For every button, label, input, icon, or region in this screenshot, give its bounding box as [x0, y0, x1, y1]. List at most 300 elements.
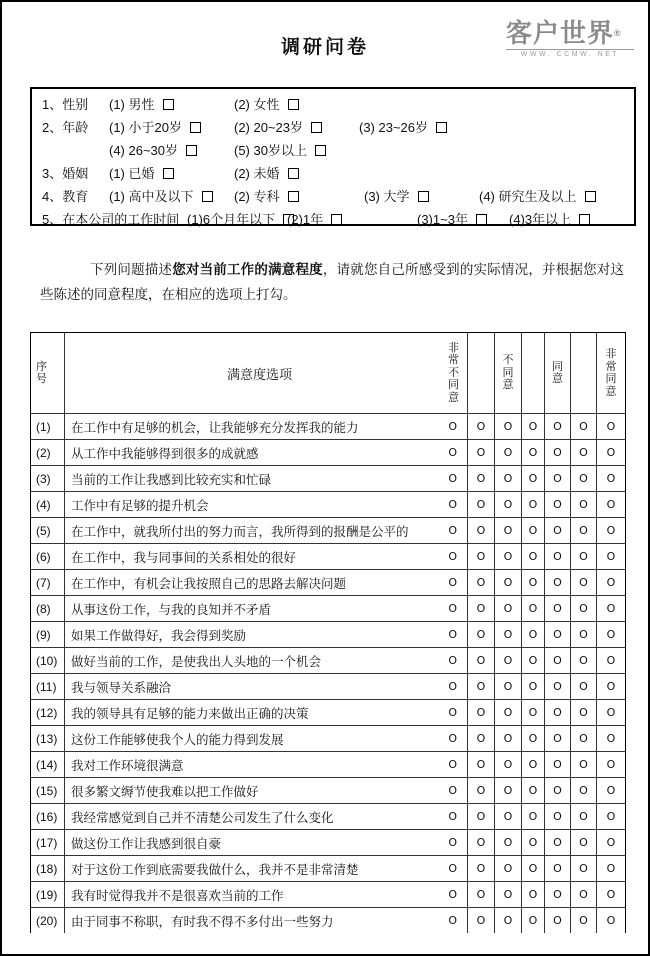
rating-circle[interactable]: O	[553, 914, 562, 927]
rating-circle[interactable]: O	[503, 706, 513, 719]
rating-circle[interactable]: O	[503, 836, 513, 849]
rating-circle[interactable]: O	[553, 498, 562, 511]
rating-cell	[468, 518, 495, 543]
rating-circle[interactable]: O	[606, 836, 616, 849]
rating-circle[interactable]: O	[503, 680, 513, 693]
rating-circle[interactable]: O	[606, 758, 616, 771]
rating-circle[interactable]: O	[579, 810, 588, 823]
rating-circle[interactable]: O	[528, 914, 538, 927]
header-item-label: 满意度选项	[226, 366, 292, 382]
rating-cell	[522, 804, 545, 829]
rating-circle[interactable]: O	[553, 706, 562, 719]
rating-circle[interactable]: O	[503, 914, 513, 927]
rating-circle[interactable]: O	[606, 914, 616, 927]
rating-circle[interactable]: O	[579, 758, 588, 771]
statement-cell	[65, 414, 468, 439]
rating-circle[interactable]: O	[579, 524, 588, 537]
statement-cell	[65, 466, 468, 491]
demographic-line	[32, 117, 634, 137]
rating-cell	[545, 492, 571, 517]
option-label	[187, 209, 294, 228]
statement-cell	[65, 856, 468, 881]
rating-cell	[495, 440, 522, 465]
satisfaction-table	[30, 332, 626, 933]
demographic-line	[32, 94, 634, 114]
rating-cell	[597, 492, 625, 517]
rating-circle[interactable]: O	[528, 706, 538, 719]
rating-circle[interactable]: O	[606, 602, 616, 615]
table-row	[31, 855, 625, 881]
checkbox[interactable]	[311, 122, 322, 133]
rating-circle[interactable]: O	[606, 524, 616, 537]
rating-circle[interactable]: O	[476, 602, 486, 615]
rating-cell	[495, 752, 522, 777]
rating-cell	[545, 726, 571, 751]
header-scale-strongly-disagree: 非 常 不 同 意	[448, 341, 459, 404]
rating-circle[interactable]: O	[448, 524, 457, 537]
rating-circle[interactable]: O	[528, 654, 538, 667]
table-row	[31, 803, 625, 829]
rating-cell	[571, 648, 597, 673]
rating-circle[interactable]: O	[606, 654, 616, 667]
rating-circle[interactable]: O	[448, 576, 457, 589]
rating-circle[interactable]: O	[579, 680, 588, 693]
row-number: (8)	[31, 596, 65, 621]
rating-circle[interactable]: O	[503, 550, 513, 563]
rating-cell	[545, 466, 571, 491]
statement-cell	[65, 830, 468, 855]
rating-circle[interactable]: O	[579, 888, 588, 901]
demographic-line	[32, 140, 634, 160]
option-text: (1) 小于20岁	[109, 120, 182, 135]
rating-circle[interactable]: O	[503, 602, 513, 615]
rating-circle[interactable]: O	[553, 602, 562, 615]
rating-circle[interactable]: O	[503, 862, 513, 875]
rating-circle[interactable]: O	[579, 862, 588, 875]
rating-circle[interactable]: O	[476, 498, 486, 511]
rating-cell	[468, 648, 495, 673]
option-text: (1) 已婚	[109, 166, 155, 181]
rating-circle[interactable]: O	[476, 836, 486, 849]
rating-cell	[545, 804, 571, 829]
rating-cell	[545, 908, 571, 933]
table-row	[31, 595, 625, 621]
checkbox[interactable]	[190, 122, 201, 133]
checkbox[interactable]	[163, 168, 174, 179]
rating-circle[interactable]: O	[448, 836, 457, 849]
rating-circle[interactable]: O	[553, 888, 562, 901]
table-header-row	[31, 333, 625, 413]
row-number: (3)	[31, 466, 65, 491]
row-number: (12)	[31, 700, 65, 725]
rating-circle[interactable]: O	[448, 862, 457, 875]
checkbox[interactable]	[288, 168, 299, 179]
rating-cell	[522, 674, 545, 699]
table-row	[31, 517, 625, 543]
option-label	[109, 163, 174, 182]
rating-circle[interactable]: O	[579, 420, 588, 433]
rating-circle[interactable]: O	[528, 732, 538, 745]
statement-cell	[65, 752, 468, 777]
rating-circle[interactable]: O	[503, 472, 513, 485]
rating-cell	[571, 778, 597, 803]
table-row	[31, 699, 625, 725]
rating-circle[interactable]: O	[448, 654, 457, 667]
rating-cell	[522, 596, 545, 621]
rating-circle[interactable]: O	[448, 550, 457, 563]
rating-circle[interactable]: O	[579, 472, 588, 485]
rating-circle[interactable]: O	[528, 758, 538, 771]
rating-circle[interactable]: O	[528, 810, 538, 823]
rating-cell	[571, 414, 597, 439]
rating-circle[interactable]: O	[606, 680, 616, 693]
row-number: (20)	[31, 908, 65, 933]
option-text: (5) 30岁以上	[234, 143, 307, 158]
rating-circle[interactable]: O	[476, 420, 486, 433]
rating-circle[interactable]: O	[579, 836, 588, 849]
rating-cell	[468, 414, 495, 439]
checkbox[interactable]	[579, 214, 590, 225]
row-number: (7)	[31, 570, 65, 595]
rating-circle[interactable]: O	[503, 498, 513, 511]
rating-cell	[597, 648, 625, 673]
checkbox[interactable]	[436, 122, 447, 133]
table-row	[31, 439, 625, 465]
header-scale-blank-1	[468, 333, 495, 413]
rating-circle[interactable]: O	[476, 628, 486, 641]
rating-circle[interactable]: O	[448, 420, 457, 433]
rating-circle[interactable]: O	[476, 758, 486, 771]
rating-circle[interactable]: O	[606, 498, 616, 511]
rating-circle[interactable]: O	[528, 498, 538, 511]
statement-cell	[65, 778, 468, 803]
rating-cell	[571, 622, 597, 647]
demographic-line	[32, 163, 634, 183]
row-number: (13)	[31, 726, 65, 751]
rating-circle[interactable]: O	[606, 472, 616, 485]
statement-text: 在工作中，我与同事间的关系相处的很好	[71, 550, 297, 565]
statement-text: 我对工作环境很满意	[71, 758, 184, 773]
rating-cell	[468, 908, 495, 933]
rating-circle[interactable]: O	[448, 810, 457, 823]
rating-circle[interactable]: O	[476, 680, 486, 693]
rating-circle[interactable]: O	[606, 706, 616, 719]
option-label	[287, 209, 342, 228]
rating-cell	[495, 596, 522, 621]
rating-cell	[545, 648, 571, 673]
table-row	[31, 673, 625, 699]
table-row	[31, 413, 625, 439]
rating-circle[interactable]: O	[528, 550, 538, 563]
rating-circle[interactable]: O	[476, 472, 486, 485]
rating-cell	[597, 882, 625, 907]
rating-cell	[468, 882, 495, 907]
rating-circle[interactable]: O	[579, 602, 588, 615]
rating-circle[interactable]: O	[476, 654, 486, 667]
checkbox[interactable]	[288, 99, 299, 110]
rating-cell	[545, 518, 571, 543]
rating-cell	[468, 856, 495, 881]
rating-circle[interactable]: O	[476, 732, 486, 745]
rating-cell	[495, 570, 522, 595]
rating-circle[interactable]: O	[579, 732, 588, 745]
option-text: (4) 研究生及以上	[479, 189, 577, 204]
rating-cell	[495, 700, 522, 725]
header-scale-blank-3	[571, 333, 597, 413]
rating-cell	[495, 544, 522, 569]
rating-circle[interactable]: O	[553, 732, 562, 745]
rating-circle[interactable]: O	[606, 888, 616, 901]
rating-circle[interactable]: O	[503, 628, 513, 641]
rating-circle[interactable]: O	[606, 862, 616, 875]
rating-cell	[545, 596, 571, 621]
statement-cell	[65, 726, 468, 751]
statement-text: 我有时觉得我并不是很喜欢当前的工作	[71, 888, 284, 903]
rating-circle[interactable]: O	[579, 784, 588, 797]
rating-circle[interactable]: O	[503, 758, 513, 771]
rating-cell	[522, 622, 545, 647]
rating-circle[interactable]: O	[476, 862, 486, 875]
rating-cell	[522, 544, 545, 569]
rating-cell	[597, 674, 625, 699]
rating-circle[interactable]: O	[476, 784, 486, 797]
rating-circle[interactable]: O	[476, 914, 486, 927]
rating-cell	[468, 700, 495, 725]
rating-circle[interactable]: O	[579, 628, 588, 641]
rating-cell	[571, 674, 597, 699]
option-text: (2) 20~23岁	[234, 120, 304, 135]
rating-cell	[571, 908, 597, 933]
row-number: (4)	[31, 492, 65, 517]
statement-cell	[65, 570, 468, 595]
option-label	[109, 186, 213, 205]
rating-circle[interactable]: O	[476, 524, 486, 537]
rating-circle[interactable]: O	[579, 576, 588, 589]
statement-text: 这份工作能够使我个人的能力得到发展	[71, 732, 284, 747]
instruction-paragraph	[40, 257, 624, 307]
rating-circle[interactable]: O	[528, 680, 538, 693]
rating-circle[interactable]: O	[553, 810, 562, 823]
option-text: (4) 26~30岁	[109, 143, 179, 158]
statement-cell	[65, 908, 468, 933]
rating-cell	[571, 596, 597, 621]
rating-circle[interactable]: O	[448, 446, 457, 459]
instruction-bold: 您对当前工作的满意程度	[172, 262, 323, 277]
rating-cell	[468, 778, 495, 803]
rating-circle[interactable]: O	[553, 446, 562, 459]
checkbox[interactable]	[418, 191, 429, 202]
checkbox[interactable]	[585, 191, 596, 202]
rating-circle[interactable]: O	[476, 810, 486, 823]
checkbox[interactable]	[331, 214, 342, 225]
rating-circle[interactable]: O	[528, 888, 538, 901]
rating-cell	[545, 674, 571, 699]
rating-circle[interactable]: O	[579, 446, 588, 459]
rating-cell	[545, 830, 571, 855]
rating-circle[interactable]: O	[579, 914, 588, 927]
question-label: 3、婚姻	[42, 166, 89, 181]
rating-circle[interactable]: O	[476, 550, 486, 563]
rating-circle[interactable]: O	[448, 706, 457, 719]
header-scale-blank-2	[522, 333, 545, 413]
rating-cell	[522, 570, 545, 595]
rating-circle[interactable]: O	[448, 498, 457, 511]
table-row	[31, 543, 625, 569]
rating-circle[interactable]: O	[503, 784, 513, 797]
rating-circle[interactable]: O	[503, 420, 513, 433]
option-text: (1) 高中及以下	[109, 189, 194, 204]
rating-circle[interactable]: O	[553, 576, 562, 589]
rating-circle[interactable]: O	[448, 472, 457, 485]
rating-cell	[522, 440, 545, 465]
rating-circle[interactable]: O	[476, 706, 486, 719]
rating-circle[interactable]: O	[579, 498, 588, 511]
rating-circle[interactable]: O	[553, 550, 562, 563]
option-label	[234, 163, 299, 182]
rating-circle[interactable]: O	[448, 758, 457, 771]
rating-cell	[522, 726, 545, 751]
instruction-post: ，请就您自己所感受到的实际情况，并根据您对这些陈述的同意程度，在相应的选项上打勾。	[40, 262, 625, 302]
rating-cell	[495, 882, 522, 907]
rating-cell	[571, 752, 597, 777]
checkbox[interactable]	[315, 145, 326, 156]
rating-cell	[495, 856, 522, 881]
rating-circle[interactable]: O	[476, 576, 486, 589]
rating-cell	[597, 856, 625, 881]
checkbox[interactable]	[288, 191, 299, 202]
rating-circle[interactable]: O	[528, 446, 538, 459]
rating-circle[interactable]: O	[503, 810, 513, 823]
rating-cell	[597, 700, 625, 725]
table-row	[31, 829, 625, 855]
rating-circle[interactable]: O	[503, 524, 513, 537]
rating-circle[interactable]: O	[606, 576, 616, 589]
table-row	[31, 777, 625, 803]
rating-cell	[468, 726, 495, 751]
checkbox[interactable]	[202, 191, 213, 202]
rating-cell	[597, 804, 625, 829]
checkbox[interactable]	[476, 214, 487, 225]
rating-cell	[495, 804, 522, 829]
rating-cell	[597, 778, 625, 803]
question-label: 5、在本公司的工作时间	[42, 212, 180, 227]
rating-circle[interactable]: O	[528, 628, 538, 641]
rating-circle[interactable]: O	[528, 576, 538, 589]
option-text: (2) 专科	[234, 189, 280, 204]
rating-circle[interactable]: O	[553, 836, 562, 849]
rating-circle[interactable]: O	[606, 420, 616, 433]
rating-circle[interactable]: O	[553, 862, 562, 875]
rating-cell	[495, 492, 522, 517]
rating-cell	[571, 570, 597, 595]
rating-circle[interactable]: O	[579, 706, 588, 719]
rating-circle[interactable]: O	[606, 550, 616, 563]
rating-circle[interactable]: O	[476, 446, 486, 459]
rating-cell	[545, 856, 571, 881]
rating-cell	[545, 414, 571, 439]
rating-circle[interactable]: O	[528, 862, 538, 875]
header-scale-disagree: 不 同 意	[495, 333, 522, 413]
option-text: (3) 大学	[364, 189, 410, 204]
rating-cell	[522, 466, 545, 491]
rating-circle[interactable]: O	[606, 446, 616, 459]
rating-circle[interactable]: O	[553, 680, 562, 693]
rating-cell	[545, 544, 571, 569]
row-number: (18)	[31, 856, 65, 881]
rating-circle[interactable]: O	[606, 628, 616, 641]
rating-circle[interactable]: O	[528, 602, 538, 615]
rating-circle[interactable]: O	[448, 888, 457, 901]
rating-circle[interactable]: O	[553, 628, 562, 641]
rating-circle[interactable]: O	[553, 784, 562, 797]
rating-circle[interactable]: O	[606, 784, 616, 797]
rating-circle[interactable]: O	[448, 784, 457, 797]
option-label	[234, 94, 299, 113]
statement-text: 从工作中我能够得到很多的成就感	[71, 446, 259, 461]
rating-circle[interactable]: O	[553, 524, 562, 537]
row-number: (2)	[31, 440, 65, 465]
rating-cell	[571, 882, 597, 907]
row-number: (19)	[31, 882, 65, 907]
rating-circle[interactable]: O	[448, 628, 457, 641]
rating-circle[interactable]: O	[503, 888, 513, 901]
rating-circle[interactable]: O	[503, 654, 513, 667]
checkbox[interactable]	[163, 99, 174, 110]
rating-circle[interactable]: O	[579, 654, 588, 667]
rating-circle[interactable]: O	[528, 836, 538, 849]
rating-circle[interactable]: O	[528, 784, 538, 797]
rating-circle[interactable]: O	[448, 680, 457, 693]
rating-cell	[468, 440, 495, 465]
rating-circle[interactable]: O	[448, 914, 457, 927]
rating-circle[interactable]: O	[553, 758, 562, 771]
option-label	[234, 186, 299, 205]
table-row	[31, 621, 625, 647]
rating-circle[interactable]: O	[553, 472, 562, 485]
rating-cell	[522, 830, 545, 855]
checkbox[interactable]	[186, 145, 197, 156]
rating-cell	[495, 778, 522, 803]
rating-circle[interactable]: O	[528, 420, 538, 433]
rating-circle[interactable]: O	[606, 732, 616, 745]
rating-cell	[522, 492, 545, 517]
rating-cell	[495, 414, 522, 439]
rating-circle[interactable]: O	[553, 654, 562, 667]
rating-cell	[545, 440, 571, 465]
rating-circle[interactable]: O	[503, 446, 513, 459]
rating-circle[interactable]: O	[503, 576, 513, 589]
statement-cell	[65, 648, 468, 673]
rating-cell	[522, 778, 545, 803]
rating-circle[interactable]: O	[448, 602, 457, 615]
rating-circle[interactable]: O	[579, 550, 588, 563]
row-number: (10)	[31, 648, 65, 673]
row-number: (6)	[31, 544, 65, 569]
rating-cell	[597, 570, 625, 595]
rating-cell	[571, 700, 597, 725]
rating-cell	[495, 908, 522, 933]
rating-circle[interactable]: O	[503, 732, 513, 745]
rating-circle[interactable]: O	[448, 732, 457, 745]
rating-cell	[468, 830, 495, 855]
option-text: (2)1年	[287, 212, 324, 227]
table-row	[31, 907, 625, 933]
rating-circle[interactable]: O	[606, 810, 616, 823]
rating-circle[interactable]: O	[553, 420, 562, 433]
rating-circle[interactable]: O	[528, 524, 538, 537]
rating-circle[interactable]: O	[528, 472, 538, 485]
rating-circle[interactable]: O	[476, 888, 486, 901]
